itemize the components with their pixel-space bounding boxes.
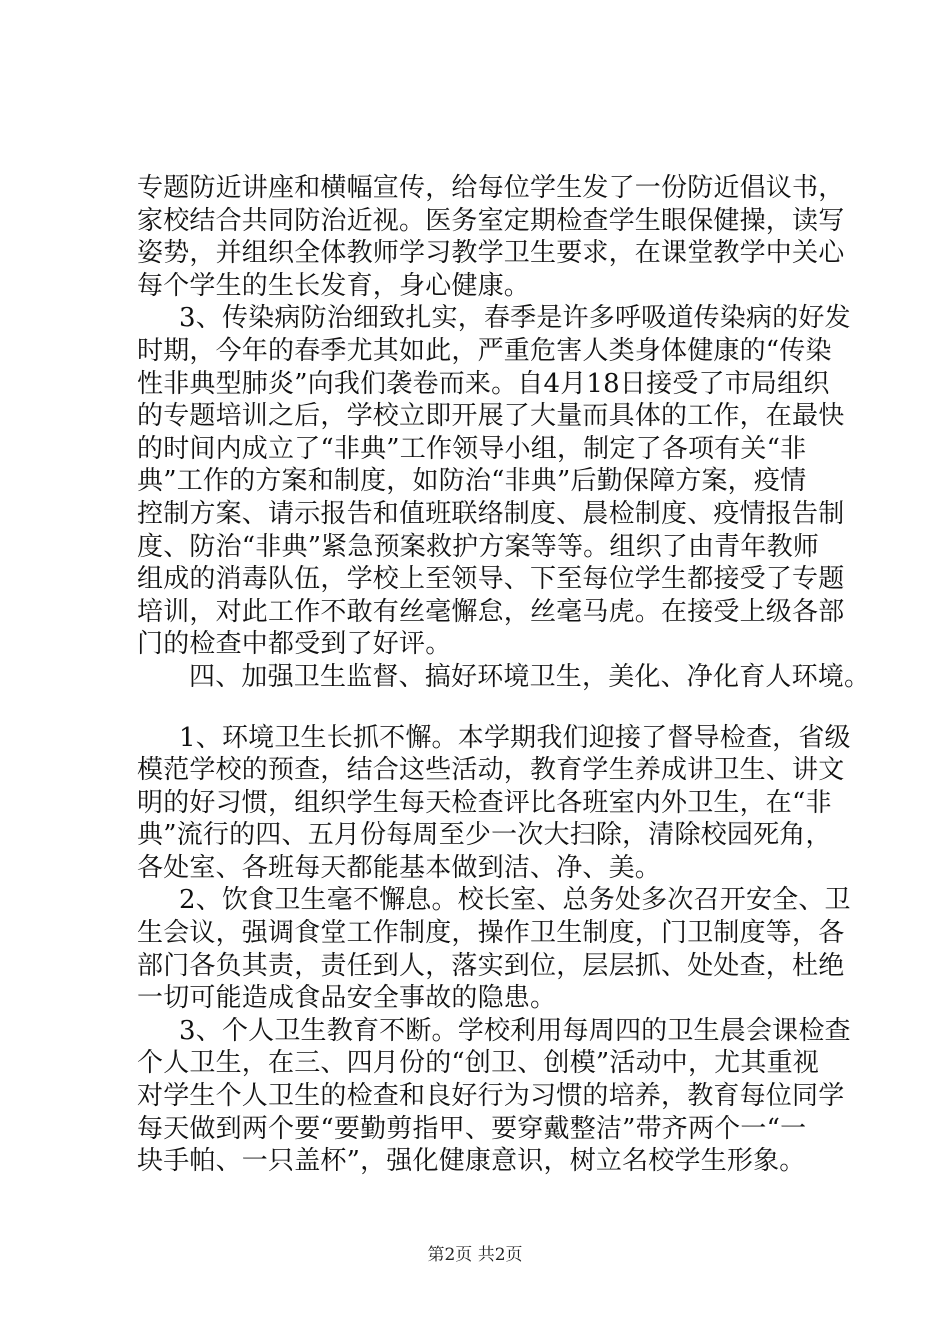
text-line: 典”工作的方案和制度，如防治“非典”后勤保障方案，疫情 (137, 466, 807, 497)
section-heading: 四、加强卫生监督、搞好环境卫生，美化、净化育人环境。 (189, 661, 871, 692)
text-line: 模范学校的预查，结合这些活动，教育学生养成讲卫生、讲文 (137, 755, 845, 786)
text-line: 每天做到两个要“要勤剪指甲、要穿戴整洁”带齐两个一“一 (137, 1113, 807, 1144)
text-line: 专题防近讲座和横幅宣传，给每位学生发了一份防近倡议书， (137, 173, 845, 203)
page-number-footer: 第2页 共2页 (427, 1245, 523, 1265)
text-line: 家校结合共同防治近视。医务室定期检查学生眼保健操，读写 (137, 205, 845, 236)
text-line: 门的检查中都受到了好评。 (137, 629, 452, 660)
text-line: 培训，对此工作不敢有丝毫懈怠，丝毫马虎。在接受上级各部 (137, 596, 845, 627)
text-line: 时期，今年的春季尤其如此，严重危害人类身体健康的“传染 (137, 335, 832, 366)
text-line: 典”流行的四、五月份每周至少一次大扫除，清除校园死角， (137, 820, 832, 851)
text-line: 生会议，强调食堂工作制度，操作卫生制度，门卫制度等，各 (137, 918, 845, 949)
paragraph-start-line: 1、环境卫生长抓不懈。本学期我们迎接了督导检查，省级 (179, 722, 851, 753)
paragraph-start-line: 3、传染病防治细致扎实，春季是许多呼吸道传染病的好发 (179, 303, 851, 334)
document-body (137, 172, 871, 1178)
text-line: 部门各负其责，责任到人，落实到位，层层抓、处处查，杜绝 (137, 950, 845, 981)
text-line: 的专题培训之后，学校立即开展了大量而具体的工作，在最快 (137, 401, 845, 432)
paragraph-start-line: 3、个人卫生教育不断。学校利用每周四的卫生晨会课检查 (179, 1015, 851, 1046)
text-line: 明的好习惯，组织学生每天检查评比各班室内外卫生，在“非 (137, 787, 832, 818)
text-line: 各处室、各班每天都能基本做到洁、净、美。 (137, 852, 662, 883)
text-line: 组成的消毒队伍，学校上至领导、下至每位学生都接受了专题 (137, 564, 845, 595)
paragraph-start-line: 2、饮食卫生毫不懈息。校长室、总务处多次召开安全、卫 (179, 885, 851, 916)
text-line: 性非典型肺炎”向我们袭卷而来。自4月18日接受了市局组织 (137, 368, 830, 399)
text-line: 姿势，并组织全体教师学习教学卫生要求，在课堂教学中关心 (137, 238, 845, 269)
text-line: 的时间内成立了“非典”工作领导小组，制定了各项有关“非 (137, 433, 807, 464)
text-line: 对学生个人卫生的检查和良好行为习惯的培养，教育每位同学 (137, 1081, 845, 1112)
text-line: 每个学生的生长发育，身心健康。 (137, 270, 531, 301)
text-line: 个人卫生，在三、四月份的“创卫、创模”活动中，尤其重视 (137, 1048, 819, 1079)
text-line: 度、防治“非典”紧急预案救护方案等等。组织了由青年教师 (137, 531, 819, 562)
text-line: 块手帕、一只盖杯”，强化健康意识，树立名校学生形象。 (137, 1146, 806, 1177)
text-line: 一切可能造成食品安全事故的隐患。 (137, 983, 557, 1014)
text-line: 控制方案、请示报告和值班联络制度、晨检制度、疫情报告制 (137, 498, 845, 529)
paragraph-gap (137, 694, 837, 722)
